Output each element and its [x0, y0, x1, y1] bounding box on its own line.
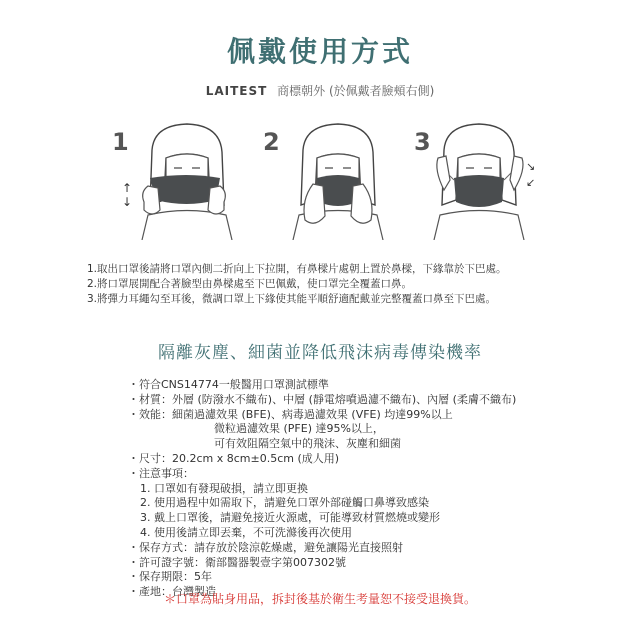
- page-title: 佩戴使用方式: [226, 35, 413, 68]
- spec-note-item: 4. 使用後請立即丟棄，不可洗滌後再次使用: [140, 525, 352, 539]
- step-3-number: 3: [414, 128, 431, 156]
- spec-efficacy: ・效能：細菌過濾效果 (BFE)、病毒過濾效果 (VFE) 均達99%以上: [128, 407, 453, 421]
- step-3-drawing: [414, 120, 559, 240]
- spec-origin: ・產地：台灣製造: [128, 585, 216, 599]
- spec-license: ・許可證字號：衛部醫器製壹字第007302號: [128, 555, 346, 569]
- spec-material: ・材質：外層 (防潑水不織布)、中層 (靜電熔噴過濾不織布)、內層 (柔膚不織布): [128, 392, 517, 406]
- spec-efficacy-note: 可有效阻隔空氣中的飛沫、灰塵和細菌: [214, 437, 401, 451]
- instruction-step-3: 3.將彈力耳繩勾至耳後，微調口罩上下緣使其能平順舒適配戴並完整覆蓋口鼻至下巴處。: [87, 293, 497, 305]
- product-specs: [128, 378, 548, 600]
- spec-notes-label: ・注意事項：: [128, 466, 194, 480]
- spec-note-item: 1. 口罩如有發現破損，請立即更換: [140, 481, 308, 495]
- wearing-instructions: [87, 262, 607, 307]
- spec-storage: ・保存方式：請存放於陰涼乾燥處，避免讓陽光直接照射: [128, 540, 403, 554]
- instruction-step-2: 2.將口罩展開配合著臉型由鼻樑處至下巴佩戴，使口罩完全覆蓋口鼻。: [87, 278, 413, 290]
- svg-text:↙: ↙: [526, 176, 536, 189]
- return-policy-warning: ＊口罩為貼身用品，拆封後基於衛生考量恕不接受退換貨。: [163, 592, 476, 606]
- svg-text:↑: ↑: [122, 181, 133, 195]
- spec-note-item: 2. 使用過程中如需取下，請避免口罩外部碰觸口鼻導致感染: [140, 496, 429, 510]
- spec-standard: ・符合CNS14774一般醫用口罩測試標準: [128, 378, 329, 391]
- section-title: 隔離灰塵、細菌並降低飛沫病毒傳染機率: [158, 343, 482, 363]
- svg-text:↘: ↘: [526, 160, 536, 173]
- step-1-number: 1: [112, 128, 129, 156]
- step-2-number: 2: [263, 128, 280, 156]
- brand-note: 商標朝外 (於佩戴者臉頰右側): [277, 84, 435, 98]
- spec-efficacy-pfe: 微粒過濾效果 (PFE) 達95%以上，: [214, 422, 384, 436]
- brand-subtitle: [0, 82, 640, 99]
- spec-shelf-life: ・保存期限：5年: [128, 570, 212, 584]
- step-2-illustration: [263, 120, 408, 240]
- brand-logo: LAITEST: [205, 84, 268, 98]
- spec-note-item: 3. 戴上口罩後，請避免接近火源處，可能導致材質燃燒或變形: [140, 511, 440, 525]
- step-1-illustration: [112, 120, 257, 240]
- step-3-illustration: [414, 120, 559, 240]
- step-1-drawing: [112, 120, 257, 240]
- step-2-drawing: [263, 120, 408, 240]
- svg-text:↓: ↓: [122, 195, 133, 209]
- instruction-step-1: 1.取出口罩後請將口罩內側二折向上下拉開，有鼻樑片處朝上置於鼻樑，下緣靠於下巴處。: [87, 263, 507, 275]
- spec-size: ・尺寸：20.2cm x 8cm±0.5cm (成人用): [128, 451, 340, 465]
